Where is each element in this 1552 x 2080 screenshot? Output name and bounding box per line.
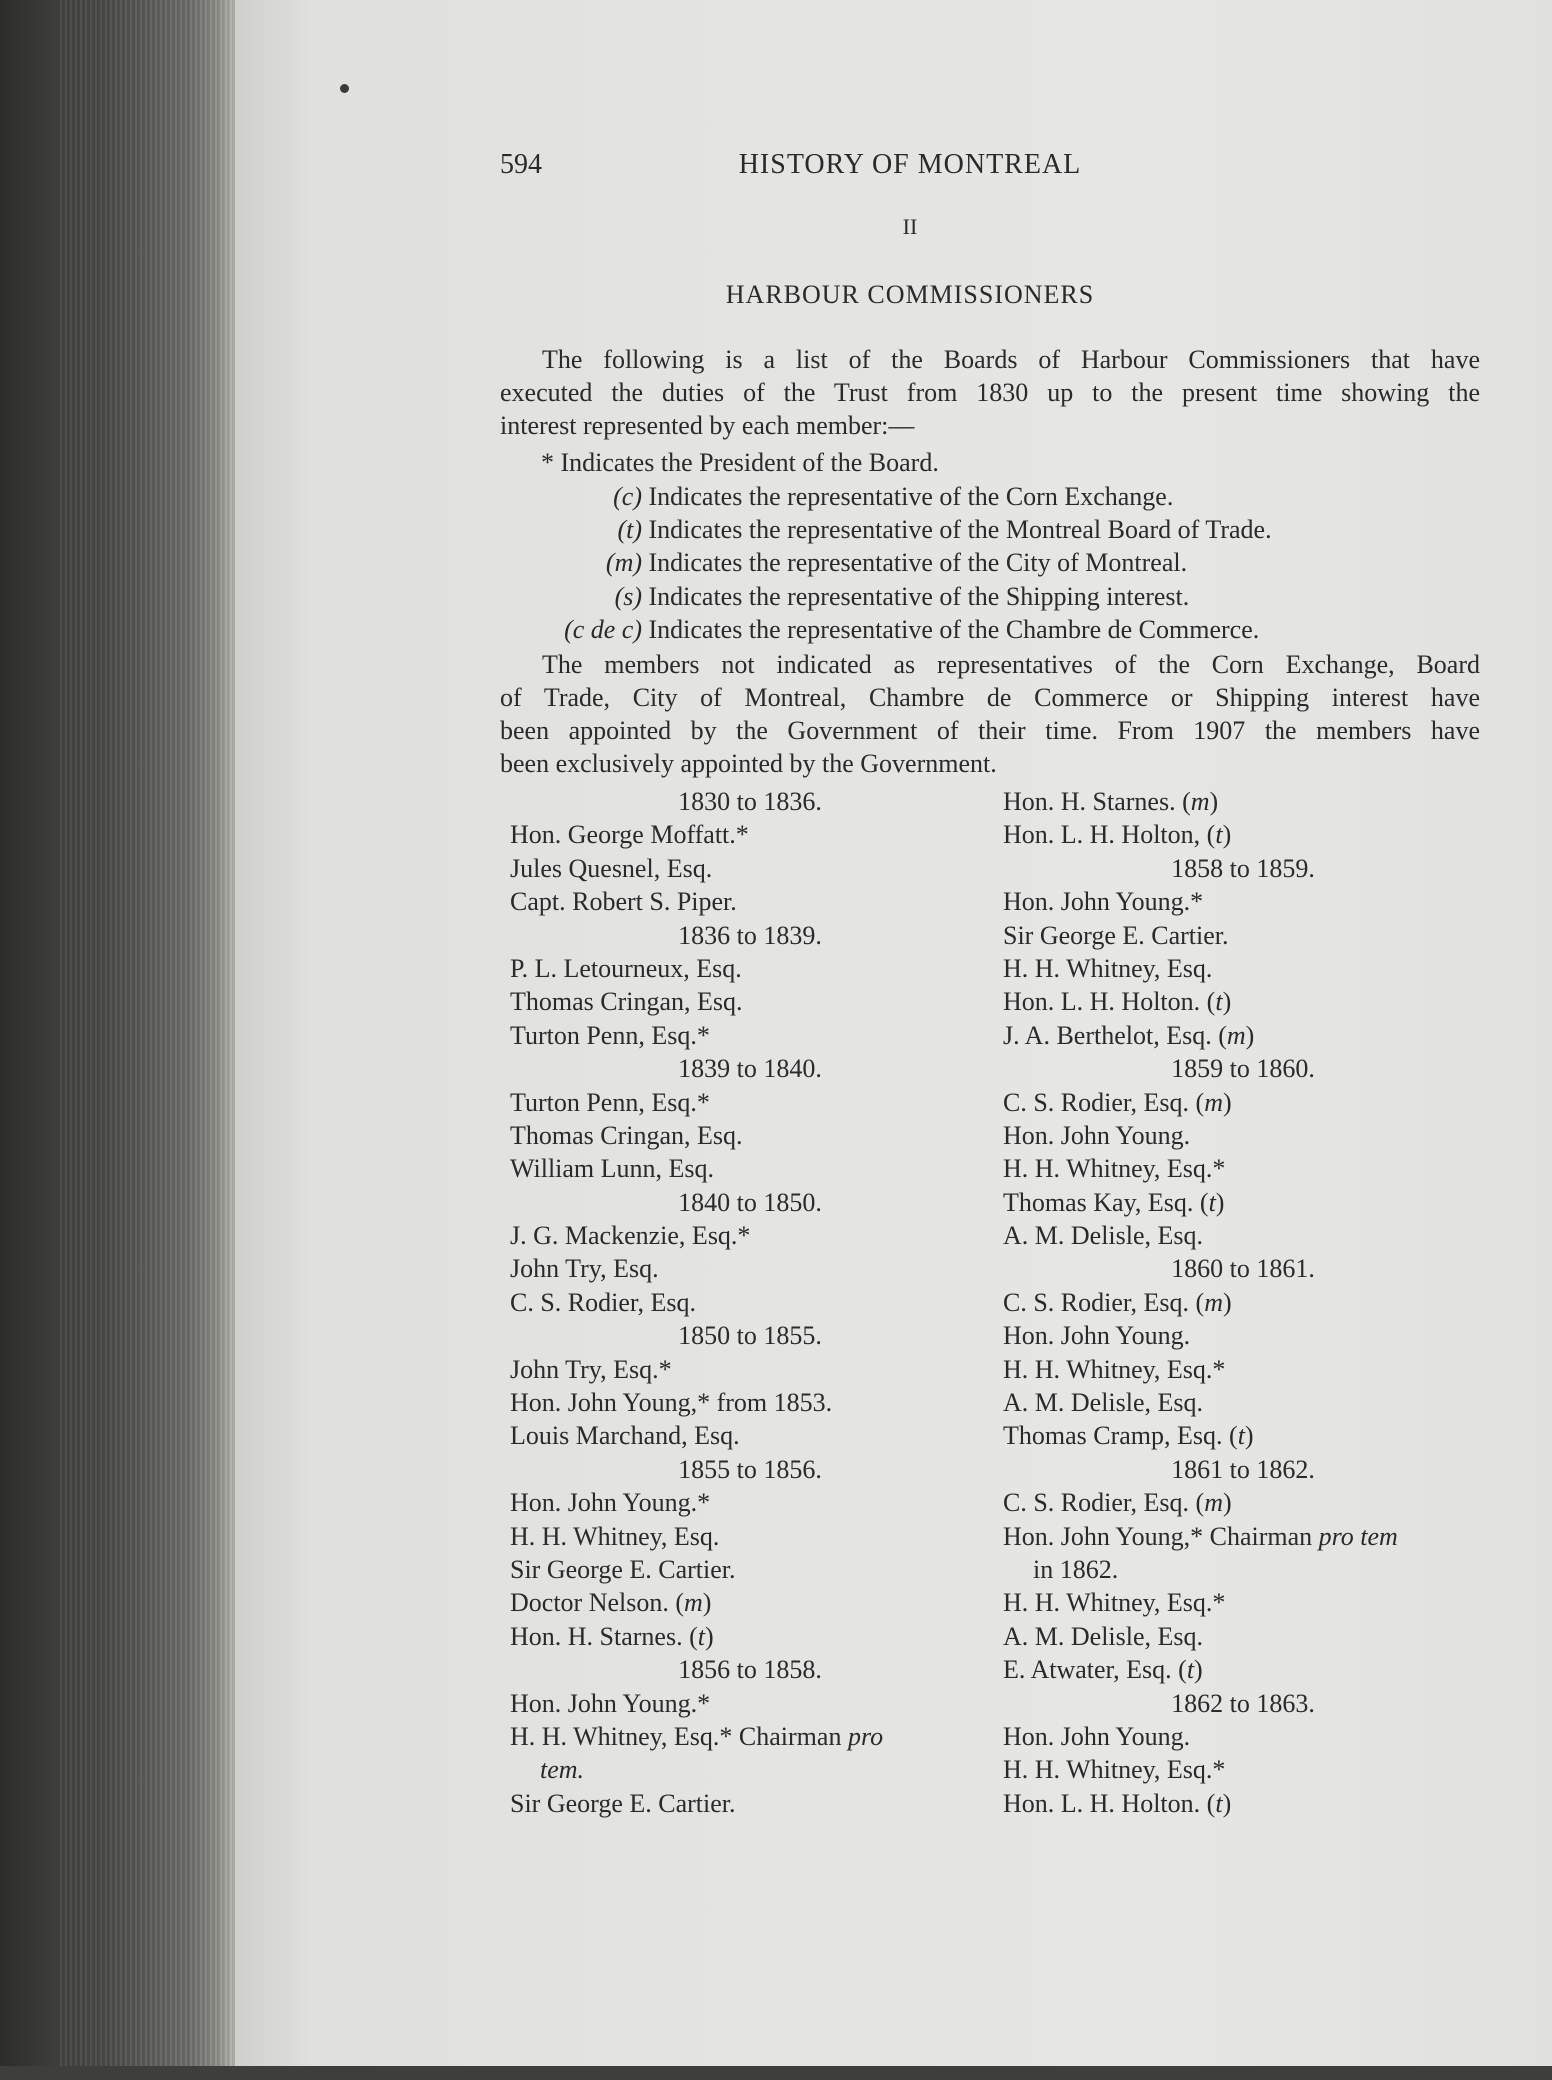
note-paragraph: [500, 648, 1480, 780]
commissioner-entry: E. Atwater, Esq. (t): [1003, 1655, 1203, 1685]
intro-line: The following is a list of the Boards of Harbour Commissioners that have: [542, 345, 1480, 374]
page-number: 594: [500, 149, 542, 180]
year-range-heading: 1850 to 1855.: [678, 1321, 822, 1351]
commissioner-entry: Hon. John Young.: [1003, 1721, 1191, 1751]
legend-item: [542, 615, 1259, 645]
legend-mark: (t): [617, 515, 642, 544]
book-binding-edge: [0, 0, 235, 2080]
page-bottom-shadow: [0, 2066, 1552, 2080]
legend-text: Indicates the representative of the City of Montreal.: [648, 548, 1188, 577]
commissioner-entry: Thomas Cringan, Esq.: [510, 987, 743, 1017]
commissioner-entry: Capt. Robert S. Piper.: [510, 887, 737, 917]
commissioner-entry: John Try, Esq.: [510, 1254, 659, 1284]
commissioner-entry: C. S. Rodier, Esq. (m): [1003, 1287, 1232, 1317]
note-line: been exclusively appointed by the Government.: [500, 749, 997, 778]
commissioner-entry: Sir George E. Cartier.: [510, 1788, 736, 1818]
legend-mark: (c): [613, 482, 642, 511]
intro-line: executed the duties of the Trust from 1830 up to the present time showing the: [500, 378, 1480, 407]
commissioner-entry: C. S. Rodier, Esq. (m): [1003, 1488, 1232, 1518]
note-line: been appointed by the Government of their time. From 1907 the members have: [500, 716, 1480, 745]
legend-item: [600, 515, 1272, 545]
commissioner-entry: William Lunn, Esq.: [510, 1154, 715, 1184]
year-range-heading: 1855 to 1856.: [678, 1454, 822, 1484]
commissioner-entry: H. H. Whitney, Esq.*: [1003, 1755, 1226, 1785]
commissioner-entry: Hon. John Young.: [1003, 1321, 1191, 1351]
year-range-heading: 1859 to 1860.: [1171, 1054, 1315, 1084]
commissioner-entry: Hon. L. H. Holton. (t): [1003, 987, 1232, 1017]
year-range-heading: 1839 to 1840.: [678, 1054, 822, 1084]
ink-speck: [340, 84, 349, 93]
commissioner-entry: Hon. George Moffatt.*: [510, 820, 749, 850]
commissioner-entry: Hon. John Young.*: [510, 1488, 711, 1518]
commissioner-entry: Louis Marchand, Esq.: [510, 1421, 740, 1451]
intro-paragraph: [500, 343, 1480, 442]
commissioner-entry: Hon. L. H. Holton. (t): [1003, 1788, 1232, 1818]
section-title: HARBOUR COMMISSIONERS: [725, 280, 1095, 309]
left-column-list: [510, 785, 990, 1820]
commissioner-entry: Thomas Cramp, Esq. (t): [1003, 1421, 1254, 1451]
legend-mark: (c de c): [564, 615, 642, 644]
legend-item: [600, 482, 1173, 512]
commissioner-entry: Hon. John Young.: [1003, 1120, 1191, 1150]
commissioner-entry: Sir George E. Cartier.: [1003, 920, 1229, 950]
commissioner-entry: Hon. H. Starnes. (m): [1003, 787, 1219, 816]
commissioner-entry: John Try, Esq.*: [510, 1354, 672, 1384]
commissioner-entry: Sir George E. Cartier.: [510, 1554, 736, 1584]
commissioner-entry: C. S. Rodier, Esq.: [510, 1287, 697, 1317]
year-range-heading: 1860 to 1861.: [1171, 1254, 1315, 1284]
commissioner-entry: Thomas Cringan, Esq.: [510, 1120, 743, 1150]
commissioner-entry: Hon. John Young.*: [510, 1688, 711, 1718]
legend-text: Indicates the representative of the Montreal Board of Trade.: [648, 515, 1272, 544]
commissioner-entry: H. H. Whitney, Esq.: [1003, 953, 1213, 983]
commissioner-entry: Hon. John Young.*: [1003, 887, 1204, 917]
legend-text: Indicates the representative of the Corn Exchange.: [648, 482, 1174, 511]
legend-mark: (m): [605, 548, 642, 577]
commissioner-entry: H. H. Whitney, Esq.: [510, 1521, 720, 1551]
commissioner-entry: Thomas Kay, Esq. (t): [1003, 1187, 1225, 1217]
year-range-heading: 1830 to 1836.: [678, 787, 822, 816]
year-range-heading: 1858 to 1859.: [1171, 853, 1315, 883]
section-number: II: [902, 214, 918, 239]
right-column-list: [1003, 785, 1483, 1820]
year-range-heading: 1840 to 1850.: [678, 1187, 822, 1217]
running-head: HISTORY OF MONTREAL: [738, 149, 1082, 180]
commissioner-entry: H. H. Whitney, Esq.* Chairman pro: [510, 1721, 884, 1751]
commissioner-entry: A. M. Delisle, Esq.: [1003, 1221, 1204, 1251]
commissioner-entry: H. H. Whitney, Esq.*: [1003, 1588, 1226, 1618]
legend-text: Indicates the representative of the Shipping interest.: [648, 582, 1190, 611]
legend-item: [541, 448, 939, 478]
commissioner-entry: Hon. John Young,* Chairman pro tem: [1003, 1521, 1398, 1551]
legend-text: Indicates the representative of the Chambre de Commerce.: [648, 615, 1260, 644]
commissioner-entry: Turton Penn, Esq.*: [510, 1087, 710, 1117]
commissioner-entry: A. M. Delisle, Esq.: [1003, 1388, 1204, 1418]
intro-line: interest represented by each member:—: [500, 411, 915, 440]
note-line: The members not indicated as representatives of the Corn Exchange, Board: [542, 650, 1480, 679]
year-range-heading: 1862 to 1863.: [1171, 1688, 1315, 1718]
year-range-heading: 1861 to 1862.: [1171, 1454, 1315, 1484]
entry-continuation: tem.: [540, 1755, 585, 1785]
commissioner-entry: H. H. Whitney, Esq.*: [1003, 1354, 1226, 1384]
legend-text: Indicates the President of the Board.: [560, 448, 939, 477]
commissioner-entry: C. S. Rodier, Esq. (m): [1003, 1087, 1232, 1117]
commissioner-entry: P. L. Letourneux, Esq.: [510, 953, 742, 983]
commissioner-entry: H. H. Whitney, Esq.*: [1003, 1154, 1226, 1184]
commissioner-entry: J. A. Berthelot, Esq. (m): [1003, 1020, 1255, 1050]
year-range-heading: 1836 to 1839.: [678, 920, 822, 950]
legend-mark: (s): [614, 582, 642, 611]
commissioner-entry: Jules Quesnel, Esq.: [510, 853, 713, 883]
year-range-heading: 1856 to 1858.: [678, 1655, 822, 1685]
commissioner-entry: Hon. John Young,* from 1853.: [510, 1388, 833, 1418]
commissioner-entry: Hon. H. Starnes. (t): [510, 1621, 714, 1651]
commissioner-entry: Turton Penn, Esq.*: [510, 1020, 710, 1050]
commissioner-entry: Doctor Nelson. (m): [510, 1588, 712, 1618]
legend-item: [586, 548, 1187, 578]
note-line: of Trade, City of Montreal, Chambre de Commerce or Shipping interest have: [500, 683, 1480, 712]
commissioner-entry: J. G. Mackenzie, Esq.*: [510, 1221, 751, 1251]
legend-item: [600, 582, 1189, 612]
commissioner-entry: Hon. L. H. Holton, (t): [1003, 820, 1232, 850]
entry-continuation: in 1862.: [1033, 1554, 1119, 1584]
legend-mark: *: [541, 448, 554, 477]
commissioner-entry: A. M. Delisle, Esq.: [1003, 1621, 1204, 1651]
